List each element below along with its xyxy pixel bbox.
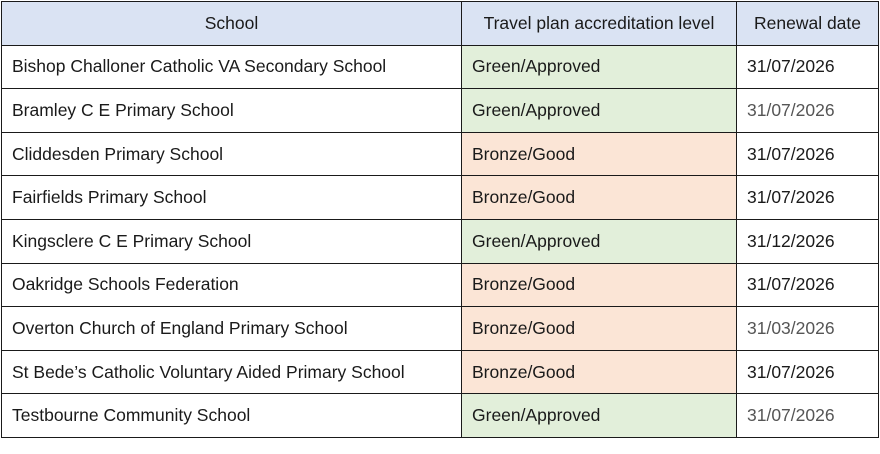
school-name-cell: St Bede’s Catholic Voluntary Aided Primary School — [2, 350, 462, 394]
accreditation-level-cell: Bronze/Good — [462, 132, 737, 176]
accreditation-level-cell: Bronze/Good — [462, 176, 737, 220]
accreditation-table — [1, 1, 879, 438]
school-name-cell: Oakridge Schools Federation — [2, 263, 462, 307]
school-name-cell: Overton Church of England Primary School — [2, 307, 462, 351]
table-row — [2, 219, 879, 263]
accreditation-level-cell: Green/Approved — [462, 45, 737, 89]
table-row — [2, 176, 879, 220]
accreditation-level-cell: Green/Approved — [462, 219, 737, 263]
accreditation-level-cell: Bronze/Good — [462, 350, 737, 394]
school-name-cell: Bishop Challoner Catholic VA Secondary School — [2, 45, 462, 89]
accreditation-level-cell: Bronze/Good — [462, 307, 737, 351]
renewal-date-cell: 31/07/2026 — [737, 176, 879, 220]
renewal-date-cell: 31/07/2026 — [737, 45, 879, 89]
accreditation-level-cell: Bronze/Good — [462, 263, 737, 307]
table-header — [2, 2, 879, 46]
table-row — [2, 394, 879, 438]
school-name-cell: Fairfields Primary School — [2, 176, 462, 220]
school-name-cell: Bramley C E Primary School — [2, 89, 462, 133]
accreditation-level-cell: Green/Approved — [462, 89, 737, 133]
table-row — [2, 45, 879, 89]
table-body — [2, 45, 879, 437]
accreditation-level-cell: Green/Approved — [462, 394, 737, 438]
header-school: School — [2, 2, 462, 46]
table-row — [2, 263, 879, 307]
renewal-date-cell: 31/07/2026 — [737, 350, 879, 394]
renewal-date-cell: 31/12/2026 — [737, 219, 879, 263]
table-row — [2, 307, 879, 351]
renewal-date-cell: 31/07/2026 — [737, 263, 879, 307]
renewal-date-cell: 31/07/2026 — [737, 89, 879, 133]
school-name-cell: Cliddesden Primary School — [2, 132, 462, 176]
table-row — [2, 89, 879, 133]
header-renewal: Renewal date — [737, 2, 879, 46]
school-name-cell: Testbourne Community School — [2, 394, 462, 438]
header-row — [2, 2, 879, 46]
renewal-date-cell: 31/07/2026 — [737, 394, 879, 438]
header-level: Travel plan accreditation level — [462, 2, 737, 46]
table-row — [2, 350, 879, 394]
renewal-date-cell: 31/07/2026 — [737, 132, 879, 176]
school-name-cell: Kingsclere C E Primary School — [2, 219, 462, 263]
renewal-date-cell: 31/03/2026 — [737, 307, 879, 351]
table-row — [2, 132, 879, 176]
